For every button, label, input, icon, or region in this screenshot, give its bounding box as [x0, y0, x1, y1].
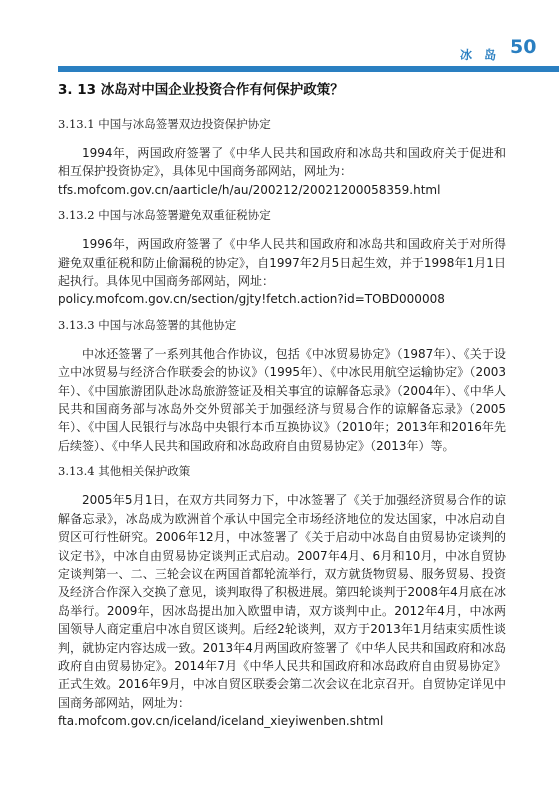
header-rule [58, 66, 559, 72]
subsection-paragraph [58, 144, 506, 199]
paragraph-text: 2005年5月1日，在双方共同努力下，中冰签署了《关于加强经济贸易合作的谅解备忘录》，冰岛成为欧洲首个承认中国完全市场经济地位的发达国家，中冰启动自贸区可行性研究。2006年12月，中冰签署了《关于启动中冰岛自由贸易协定谈判的议定书》，中冰自由贸易协定谈判正式启动。2007年4月、6月和10月，中冰自贸协定谈判第一、二、三轮会议在两国首都轮流举行，双方就货物贸易、服务贸易、投资及经济合作深入交换了意见，谈判取得了积极进展。第四轮谈判于2008年4月底在冰岛举行。2009年，因冰岛提出加入欧盟申请，双方谈判中止。2012年4月，中冰两国领导人商定重启中冰自贸区谈判。后经2轮谈判，双方于2013年1月结束实质性谈判，就协定内容达成一致。2013年4月两国政府签署了《中华人民共和国政府和冰岛政府自由贸易协定》。2014年7月《中华人民共和国政府和冰岛政府自由贸易协定》正式生效。2016年9月，中冰自贸区联委会第二次会议在北京召开。自贸协定详见中国商务部网站，网址为： [58, 493, 506, 710]
header-label: 冰 岛 [460, 48, 501, 62]
reference-url: policy.mofcom.gov.cn/section/gjty!fetch.action?id=TOBD000008 [58, 292, 445, 307]
subsection-heading: 3.13.4 其他相关保护政策 [58, 464, 191, 479]
subsection-heading: 3.13.3 中国与冰岛签署的其他协定 [58, 317, 237, 332]
subsection-heading: 3.13.1 中国与冰岛签署双边投资保护协定 [58, 117, 271, 131]
paragraph-text: 1994年，两国政府签署了《中华人民共和国政府和冰岛共和国政府关于促进和相互保护投资协定》，具体见中国商务部网站，网址为： [58, 146, 506, 179]
paragraph-text: 1996年，两国政府签署了《中华人民共和国政府和冰岛共和国政府关于对所得避免双重征税和防止偷漏税的协定》，自1997年2月5日起生效，并于1998年1月1日起执行。具体见中国商务部网站，网址： [58, 237, 506, 289]
subsection-heading: 3.13.2 中国与冰岛签署避免双重征税协定 [58, 208, 271, 223]
subsection-paragraph [58, 345, 506, 455]
reference-url: fta.mofcom.gov.cn/iceland/iceland_xieyiwenben.shtml [58, 714, 384, 729]
page-content [58, 80, 506, 739]
subsection-paragraph [58, 235, 506, 309]
section-title: 3. 13 冰岛对中国企业投资合作有何保护政策？ [58, 82, 344, 98]
paragraph-text: 中冰还签署了一系列其他合作协议，包括《中冰贸易协定》（1987年）、《关于设立中冰贸易与经济合作联委会的协议》（1995年）、《中冰民用航空运输协定》（2003年）、《中国旅游团队赴冰岛旅游签证及相关事宜的谅解备忘录》（2004年）、《中华人民共和国商务部与冰岛外交外贸部关于加强经济与贸易合作的谅解备忘录》（2005年）、《中国人民银行与冰岛中央银行本币互换协议》（2010年；2013年和2016年先后续签）、《中华人民共和国政府和冰岛政府自由贸易协定》（2013年）等。 [58, 346, 506, 453]
page-number: 50 [510, 36, 537, 58]
reference-url: tfs.mofcom.gov.cn/aarticle/h/au/200212/20021200058359.html [58, 182, 441, 197]
subsection-paragraph [58, 491, 506, 730]
